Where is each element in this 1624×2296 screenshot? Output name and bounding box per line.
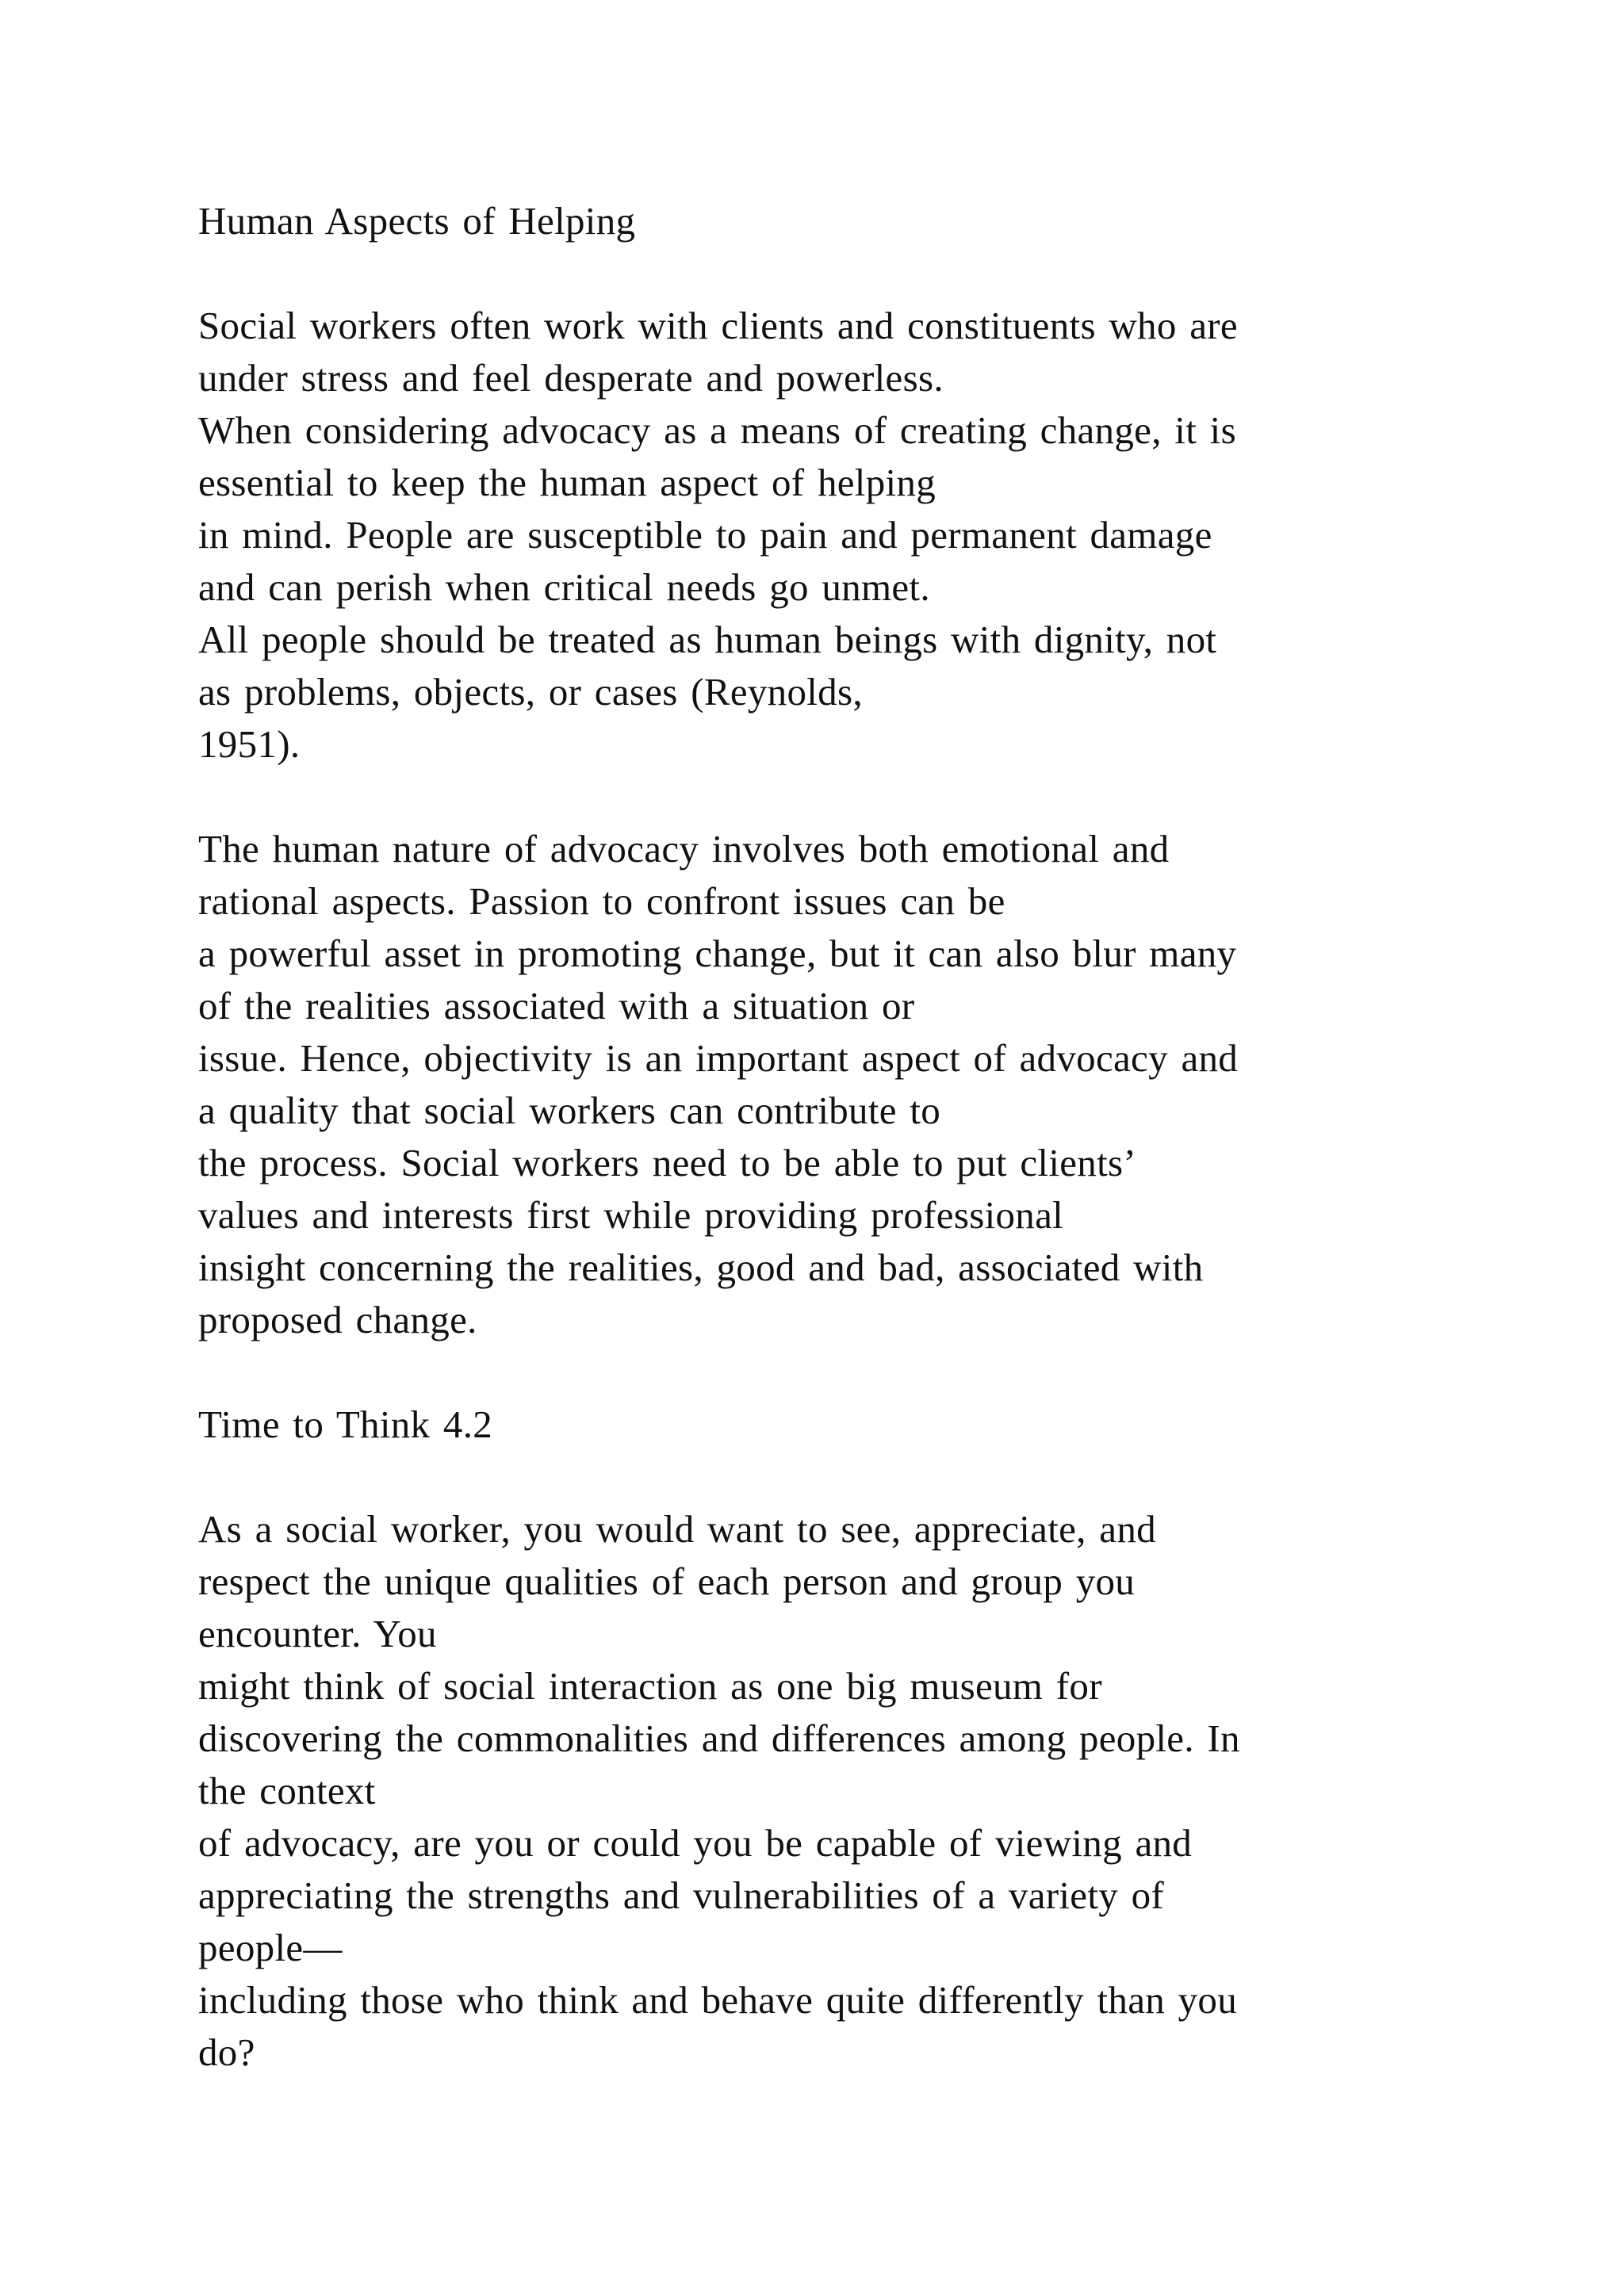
document-body: [198, 195, 1499, 2079]
text-line: Social workers often work with clients and constituents who are: [198, 304, 1238, 347]
text-line: might think of social interaction as one big museum for: [198, 1664, 1102, 1708]
text-line: do?: [198, 2030, 255, 2074]
text-line: 1951).: [198, 722, 301, 766]
text-line: a powerful asset in promoting change, but it can also blur many: [198, 932, 1237, 975]
text-line: in mind. People are susceptible to pain and permanent damage: [198, 513, 1212, 557]
blank-line: [198, 771, 1499, 823]
text-line: rational aspects. Passion to confront issues can be: [198, 879, 1005, 923]
text-line: a quality that social workers can contribute to: [198, 1089, 941, 1132]
text-line: values and interests first while providing professional: [198, 1193, 1064, 1237]
text-line: proposed change.: [198, 1298, 477, 1341]
section-heading: Time to Think 4.2: [198, 1402, 493, 1446]
document-title: Human Aspects of Helping: [198, 199, 636, 243]
paragraph-3: [198, 1503, 1499, 2079]
text-line: issue. Hence, objectivity is an important aspect of advocacy and: [198, 1036, 1239, 1080]
text-line: insight concerning the realities, good and bad, associated with: [198, 1246, 1204, 1289]
text-line: discovering the commonalities and differences among people. In: [198, 1716, 1240, 1760]
text-line: essential to keep the human aspect of helping: [198, 461, 936, 504]
paragraph-2: [198, 823, 1499, 1346]
text-line: The human nature of advocacy involves both emotional and: [198, 827, 1170, 871]
text-line: and can perish when critical needs go unmet.: [198, 565, 930, 609]
blank-line: [198, 247, 1499, 300]
text-line: respect the unique qualities of each person and group you: [198, 1559, 1136, 1603]
text-line: appreciating the strengths and vulnerabilities of a variety of: [198, 1873, 1165, 1917]
blank-line: [198, 1451, 1499, 1503]
text-line: the context: [198, 1769, 376, 1812]
text-line: of the realities associated with a situation or: [198, 984, 915, 1027]
paragraph-1: [198, 300, 1499, 771]
text-line: as problems, objects, or cases (Reynolds,: [198, 670, 863, 714]
text-line: under stress and feel desperate and powerless.: [198, 356, 944, 400]
text-line: encounter. You: [198, 1612, 437, 1655]
blank-line: [198, 1346, 1499, 1399]
text-line: people—: [198, 1926, 343, 1969]
text-line: including those who think and behave quite differently than you: [198, 1978, 1238, 2022]
text-line: of advocacy, are you or could you be capable of viewing and: [198, 1821, 1193, 1865]
text-line: All people should be treated as human beings with dignity, not: [198, 618, 1217, 661]
text-line: When considering advocacy as a means of creating change, it is: [198, 408, 1236, 452]
text-line: the process. Social workers need to be able to put clients’: [198, 1141, 1137, 1184]
text-line: As a social worker, you would want to see, appreciate, and: [198, 1507, 1156, 1551]
